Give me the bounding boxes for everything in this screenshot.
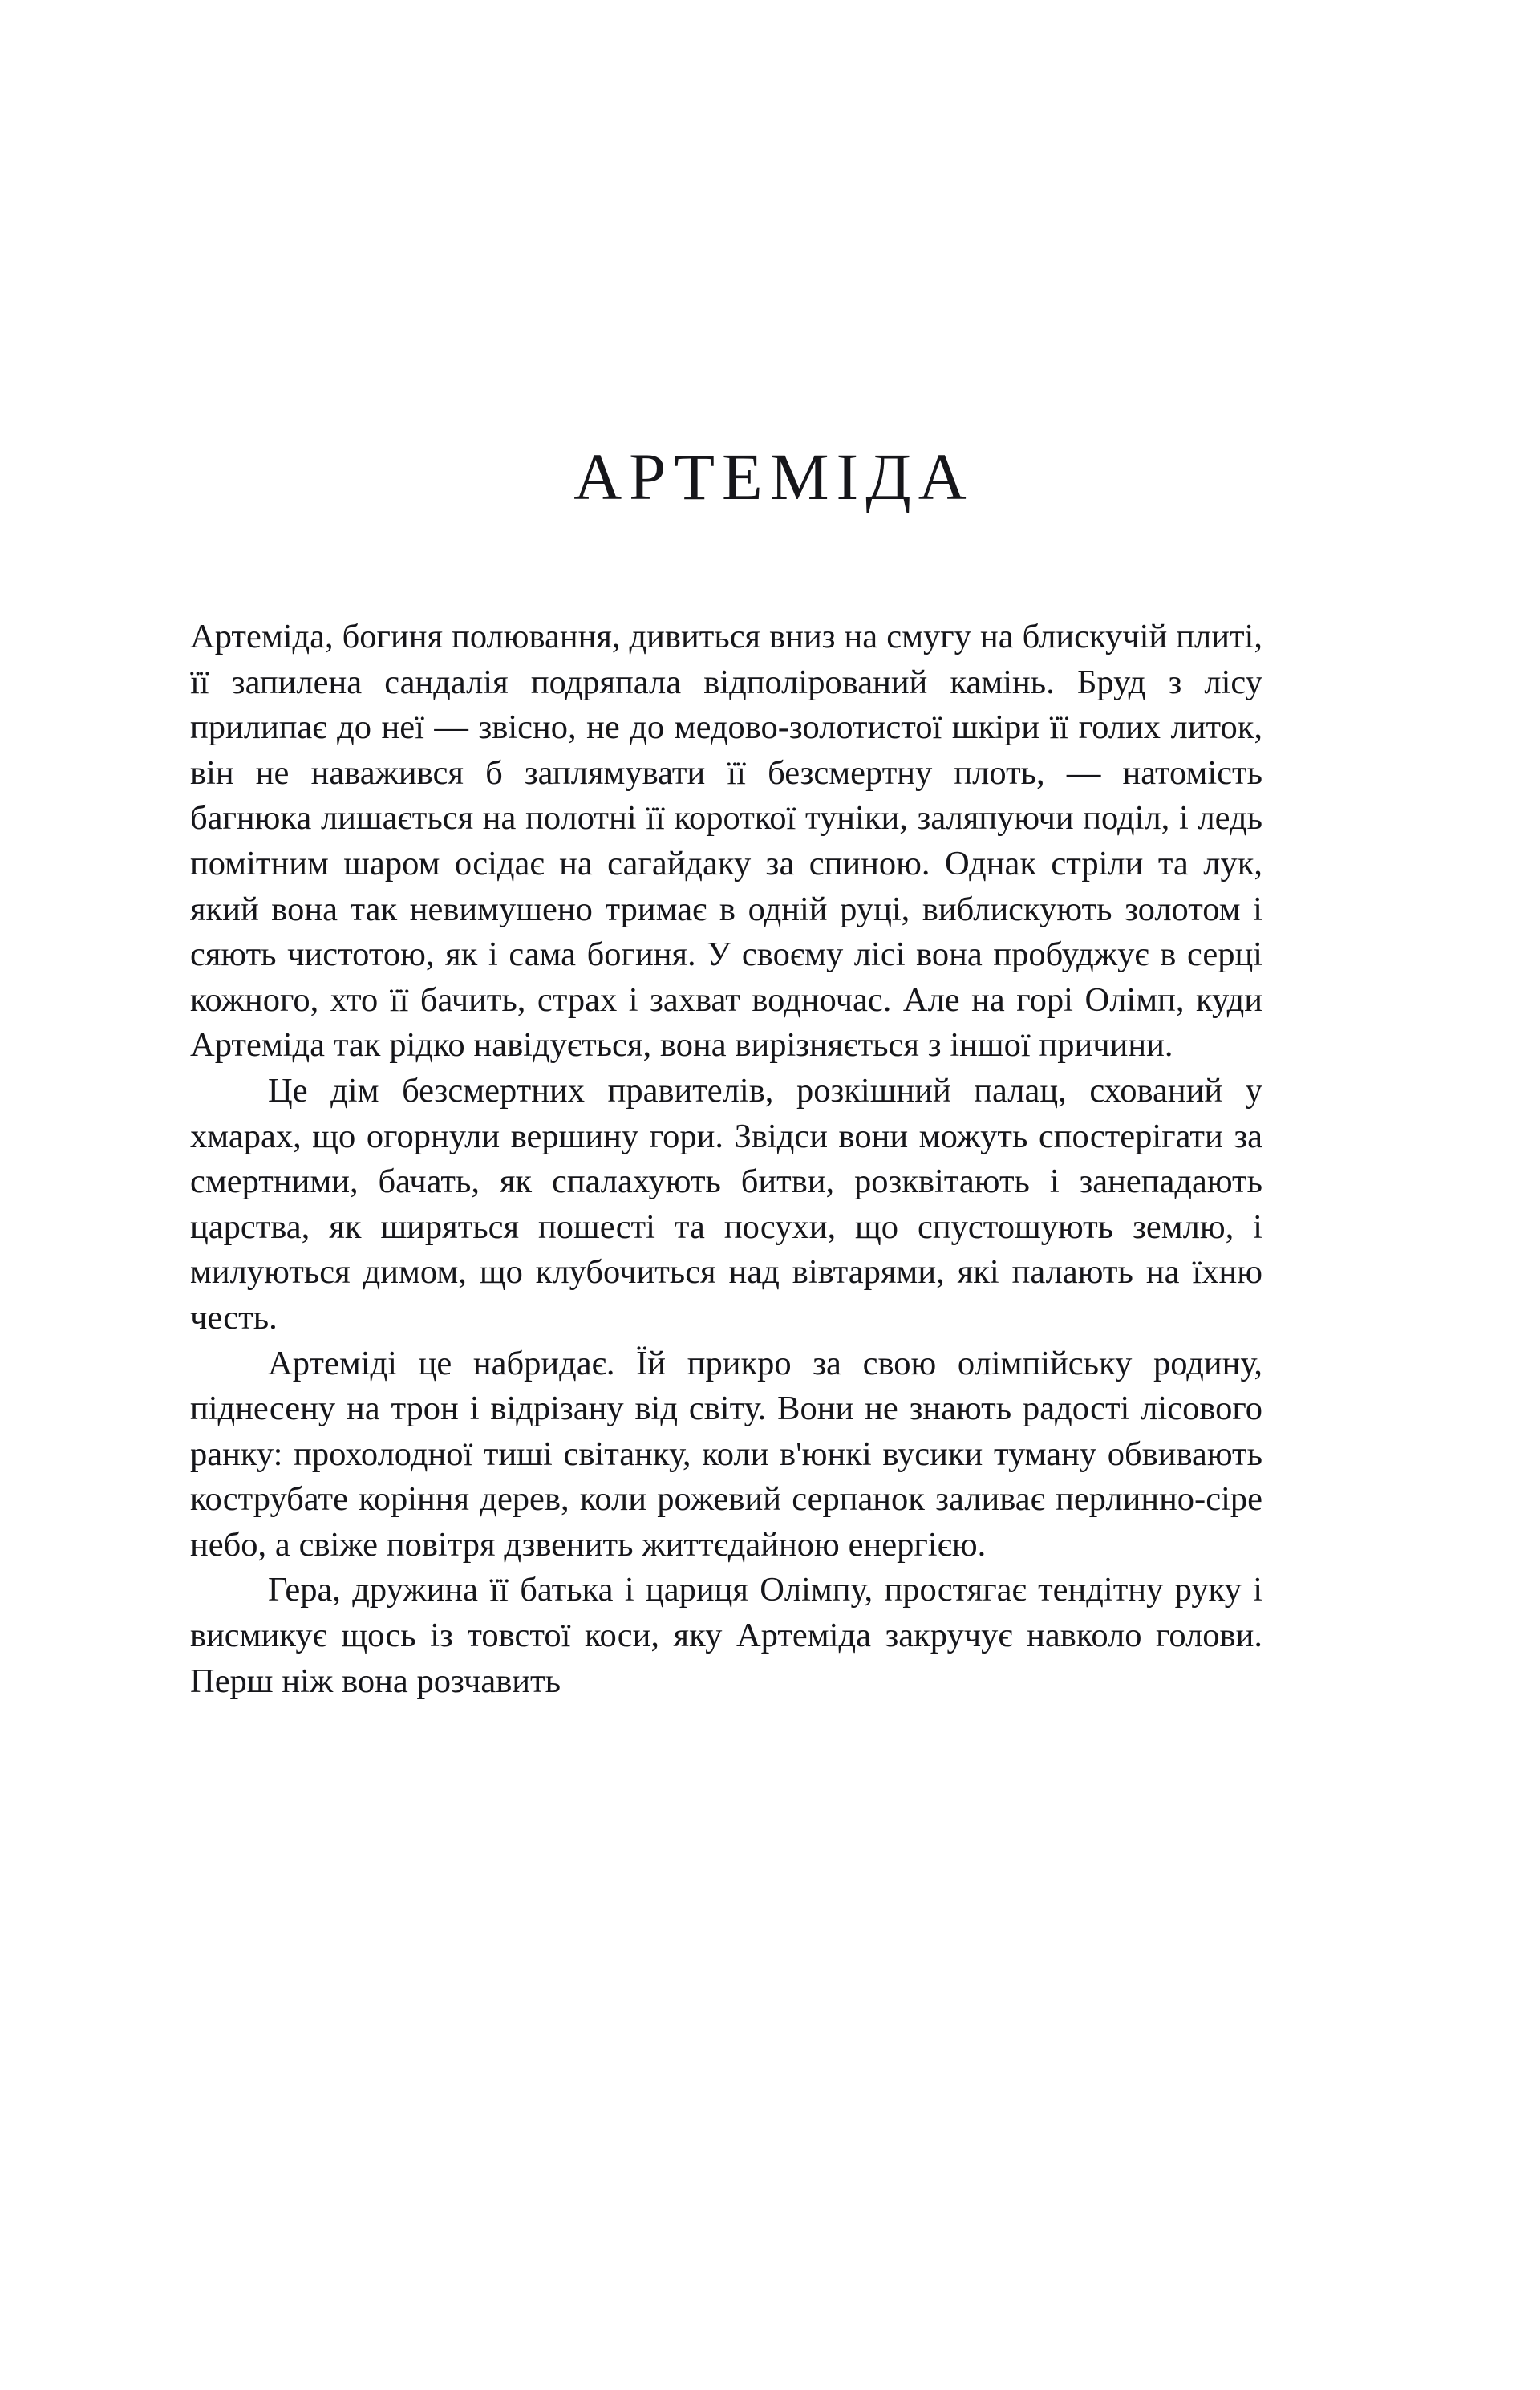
body-paragraph: Артеміді це набридає. Їй прикро за свою олімпійську родину, піднесену на трон і відрізану від світу. Вони не знають радості лісового ранку: прохолодної тиші світанку, коли в'юнкі вусики туману обвивають кострубате коріння дерев, коли рожевий серпанок заливає перлинно-сіре небо, а свіже повітря дзвенить життєдайною енергією.	[190, 1344, 1262, 1564]
body-text-column	[190, 615, 1262, 1704]
body-paragraph: Це дім безсмертних правителів, розкішний палац, схований у хмарах, що огорнули вершину гори. Звідси вони можуть спостерігати за смертними, бачать, як спалахують битви, розквітають і занепадають царства, як ширяться пошесті та посухи, що спустошують землю, і милуються димом, що клубочиться над вівтарями, які палають на їхню честь.	[190, 1071, 1262, 1337]
body-paragraph: Артеміда, богиня полювання, дивиться вниз на смугу на блискучій плиті, її запилена сандалія подряпала відполірований камінь. Бруд з лісу прилипає до неї — звісно, не до медово-золотистої шкіри її голих литок, він не наважився б заплямувати її безсмертну плоть, — натомість багнюка лишається на полотні її короткої туніки, заляпуючи поділ, і ледь помітним шаром осідає на сагайдаку за спиною. Однак стріли та лук, який вона так невимушено тримає в одній руці, виблискують золотом і сяють чистотою, як і сама богиня. У своєму лісі вона пробуджує в серці кожного, хто її бачить, страх і захват водночас. Але на горі Олімп, куди Артеміда так рідко навідується, вона вирізняється з іншої причини.	[190, 618, 1262, 1065]
body-paragraph: Гера, дружина її батька і цариця Олімпу, простягає тендітну руку і висмикує щось із товстої коси, яку Артеміда закручує навколо голови. Перш ніж вона розчавить	[190, 1571, 1262, 1700]
chapter-title: АРТЕМІДА	[573, 439, 974, 513]
